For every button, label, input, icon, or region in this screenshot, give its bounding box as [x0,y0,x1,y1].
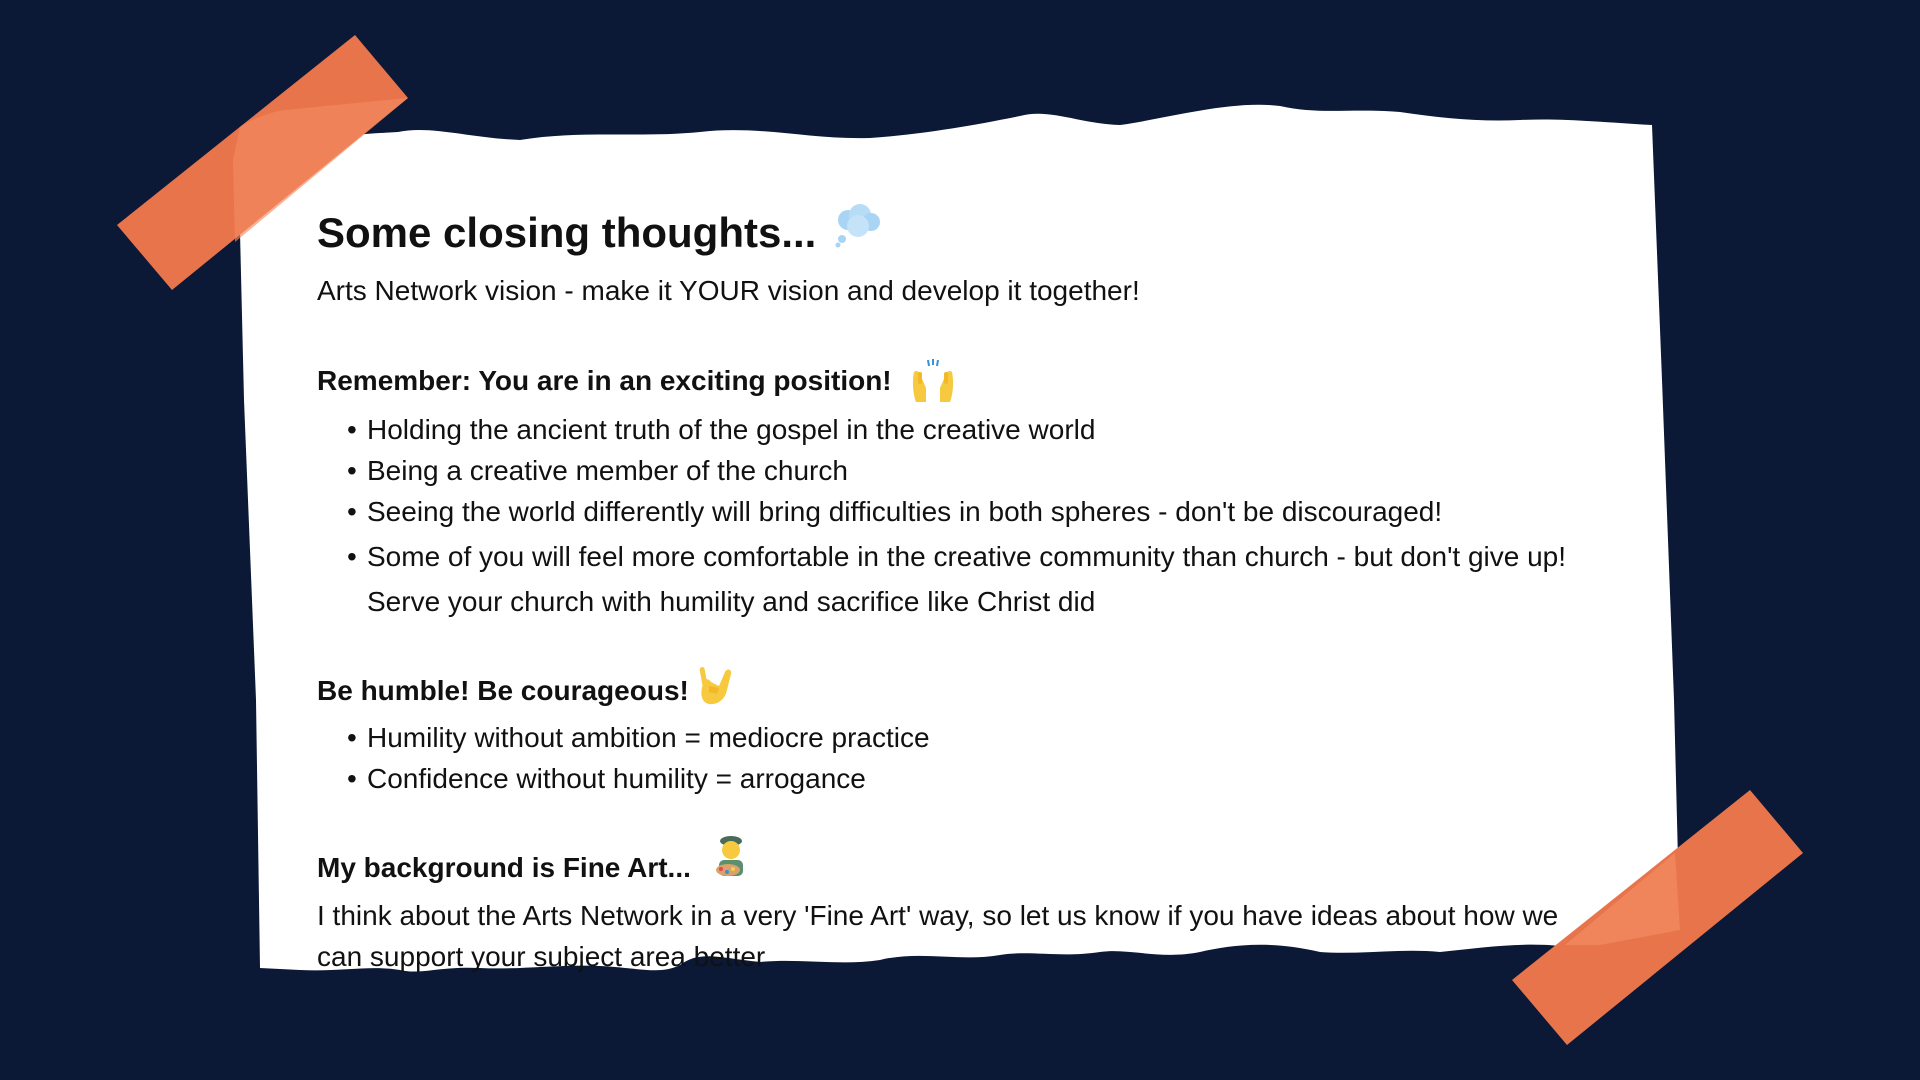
spacer [317,799,1617,840]
page-title [317,204,1617,262]
title-text: Some closing thoughts... [317,209,817,256]
artist-icon [709,834,753,889]
heading-remember-text: Remember: You are in an exciting position! [317,365,892,396]
raising-hands-icon [910,358,956,415]
bullet: • [347,414,357,445]
bullet: • [347,763,357,794]
bullet: • [347,722,357,753]
heading-background-text: My background is Fine Art... [317,852,691,883]
list-item [317,758,1617,799]
list-item-text: Seeing the world differently will bring difficulties in both spheres - don't be discouraged! [367,496,1443,527]
heading-humble-text: Be humble! Be courageous! [317,675,689,706]
spacer [317,624,1617,664]
bullet: • [347,541,357,572]
content-area [317,204,1617,977]
remember-list [317,409,1617,624]
humble-list [317,717,1617,799]
heading-remember [317,352,1617,409]
bullet: • [347,455,357,486]
bullet: • [347,496,357,527]
list-item [317,409,1617,450]
heading-background [317,840,1617,895]
list-item-text: Confidence without humility = arrogance [367,763,866,794]
list-item [317,534,1617,624]
list-item [317,717,1617,758]
list-item-text: Some of you will feel more comfortable in the creative community than church - but don't give up! Serve your church with humility and sacrifice like Christ did [367,541,1567,617]
list-item-text: Being a creative member of the church [367,455,848,486]
spacer [317,311,1617,352]
list-item [317,450,1617,491]
list-item-text: Humility without ambition = mediocre practice [367,722,930,753]
heading-humble [317,664,1617,717]
rock-on-hand-icon [695,664,735,717]
thought-balloon-icon [834,204,882,262]
background-text: I think about the Arts Network in a very 'Fine Art' way, so let us know if you have ideas about how we can support your subject area better [317,900,1559,972]
list-item [317,491,1617,532]
intro-text: Arts Network vision - make it YOUR vision and develop it together! [317,275,1140,306]
list-item-text: Holding the ancient truth of the gospel in the creative world [367,414,1096,445]
